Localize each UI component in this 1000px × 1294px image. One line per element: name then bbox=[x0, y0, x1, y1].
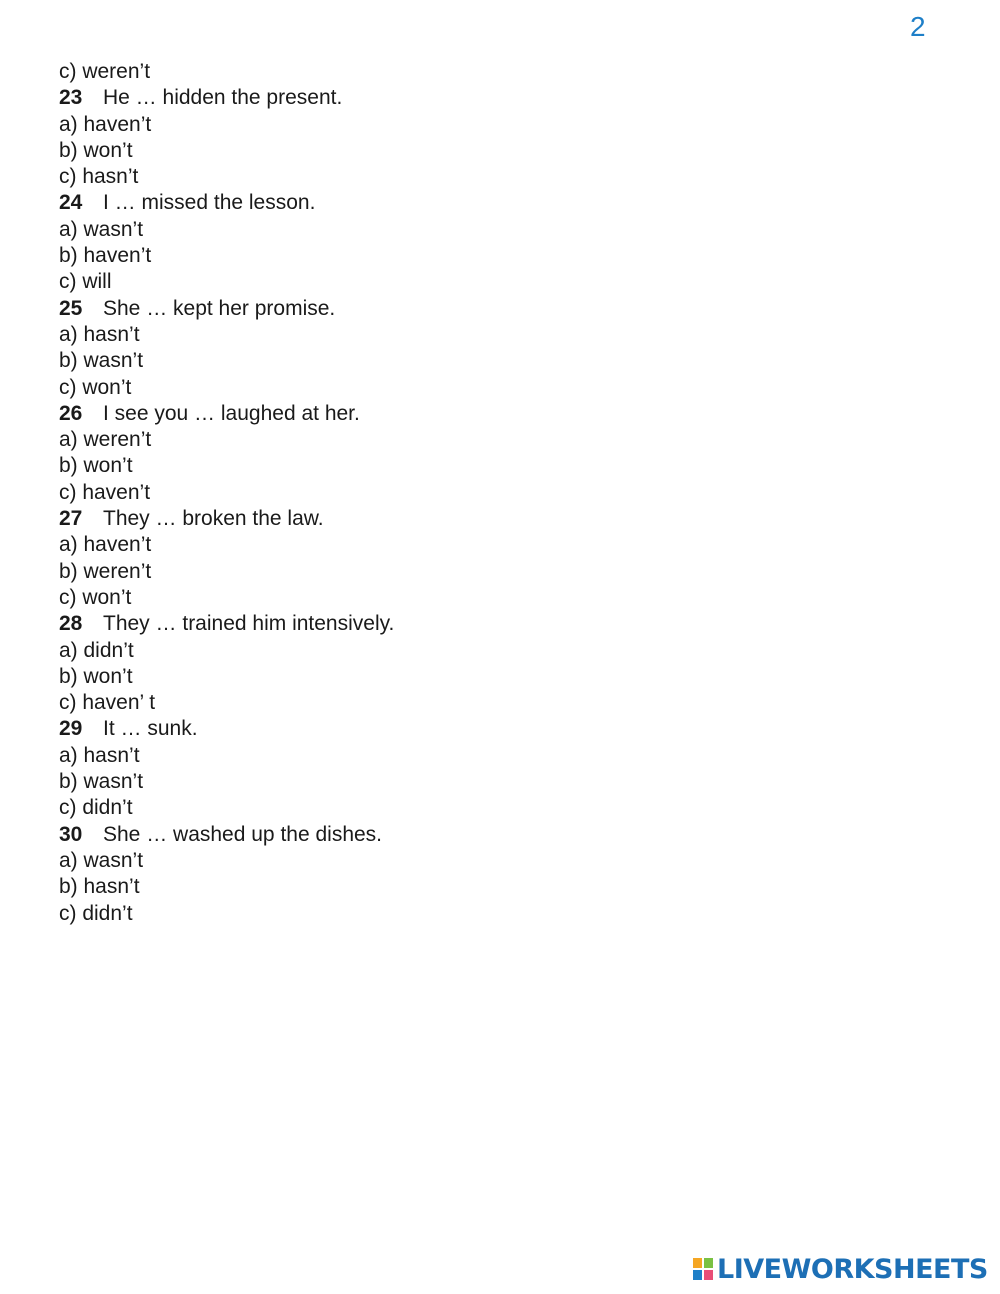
answer-option-text: b) won’t bbox=[59, 454, 133, 478]
question-number: 25 bbox=[59, 296, 83, 320]
question-number: 30 bbox=[59, 822, 83, 846]
answer-option-text: b) weren’t bbox=[59, 559, 152, 583]
answer-option bbox=[59, 690, 759, 716]
answer-option-text: a) hasn’t bbox=[59, 322, 140, 346]
answer-option-text: a) didn’t bbox=[59, 638, 134, 662]
answer-option-text: c) won’t bbox=[59, 585, 132, 609]
answer-option bbox=[59, 112, 759, 138]
answer-option bbox=[59, 664, 759, 690]
answer-option-text: b) won’t bbox=[59, 138, 133, 162]
question-27 bbox=[59, 506, 759, 532]
answer-option bbox=[59, 559, 759, 585]
answer-option-text: c) didn’t bbox=[59, 796, 133, 820]
answer-option-text: c) haven’ t bbox=[59, 691, 156, 715]
answer-option bbox=[59, 375, 759, 401]
question-text: He … hidden the present. bbox=[103, 86, 343, 110]
answer-option bbox=[59, 427, 759, 453]
question-number: 29 bbox=[59, 717, 83, 741]
answer-option-text: b) haven’t bbox=[59, 244, 152, 268]
question-text: I see you … laughed at her. bbox=[103, 401, 360, 425]
question-30 bbox=[59, 822, 759, 848]
answer-option bbox=[59, 769, 759, 795]
question-text: They … broken the law. bbox=[103, 507, 324, 531]
question-23 bbox=[59, 85, 759, 111]
question-26 bbox=[59, 401, 759, 427]
logo-mark-square bbox=[703, 1257, 714, 1269]
question-number: 26 bbox=[59, 401, 83, 425]
question-number: 27 bbox=[59, 507, 83, 531]
logo-mark-square bbox=[692, 1269, 703, 1281]
logo-mark-square bbox=[692, 1257, 703, 1269]
question-text: I … missed the lesson. bbox=[103, 191, 316, 215]
answer-option bbox=[59, 453, 759, 479]
answer-option-text: c) weren’t bbox=[59, 60, 151, 83]
answer-option bbox=[59, 164, 759, 190]
answer-option bbox=[59, 348, 759, 374]
answer-option bbox=[59, 743, 759, 769]
answer-option-text: a) weren’t bbox=[59, 428, 152, 452]
question-text: It … sunk. bbox=[103, 717, 198, 741]
answer-option bbox=[59, 59, 759, 85]
answer-option-text: b) wasn’t bbox=[59, 349, 144, 373]
page-number: 2 bbox=[910, 11, 926, 42]
logo-mark-square bbox=[703, 1269, 714, 1281]
answer-option bbox=[59, 795, 759, 821]
logo-text: LIVEWORKSHEETS bbox=[717, 1253, 988, 1285]
question-text: She … washed up the dishes. bbox=[103, 822, 383, 846]
question-text: They … trained him intensively. bbox=[103, 612, 395, 636]
question-number: 28 bbox=[59, 612, 83, 636]
answer-option bbox=[59, 901, 759, 927]
answer-option bbox=[59, 269, 759, 295]
answer-option bbox=[59, 585, 759, 611]
question-number: 23 bbox=[59, 86, 83, 110]
question-29 bbox=[59, 716, 759, 742]
logo-mark-icon bbox=[692, 1257, 714, 1281]
answer-option bbox=[59, 874, 759, 900]
answer-option-text: b) wasn’t bbox=[59, 770, 144, 794]
answer-option-text: a) hasn’t bbox=[59, 743, 140, 767]
answer-option bbox=[59, 638, 759, 664]
worksheet-content bbox=[59, 59, 759, 927]
answer-option-text: a) wasn’t bbox=[59, 217, 144, 241]
question-28 bbox=[59, 611, 759, 637]
liveworksheets-logo bbox=[692, 1253, 988, 1285]
answer-option bbox=[59, 138, 759, 164]
answer-option bbox=[59, 243, 759, 269]
answer-option bbox=[59, 848, 759, 874]
question-number: 24 bbox=[59, 191, 83, 215]
answer-option-text: b) hasn’t bbox=[59, 875, 140, 899]
question-24 bbox=[59, 190, 759, 216]
answer-option-text: b) won’t bbox=[59, 664, 133, 688]
answer-option bbox=[59, 532, 759, 558]
question-text: She … kept her promise. bbox=[103, 296, 336, 320]
question-25 bbox=[59, 296, 759, 322]
answer-option-text: c) hasn’t bbox=[59, 165, 139, 189]
answer-option bbox=[59, 480, 759, 506]
answer-option bbox=[59, 217, 759, 243]
answer-option-text: a) haven’t bbox=[59, 533, 152, 557]
answer-option-text: c) didn’t bbox=[59, 901, 133, 925]
answer-option-text: a) haven’t bbox=[59, 112, 152, 136]
answer-option-text: a) wasn’t bbox=[59, 848, 144, 872]
answer-option-text: c) won’t bbox=[59, 375, 132, 399]
answer-option bbox=[59, 322, 759, 348]
answer-option-text: c) haven’t bbox=[59, 480, 151, 504]
answer-option-text: c) will bbox=[59, 270, 112, 294]
